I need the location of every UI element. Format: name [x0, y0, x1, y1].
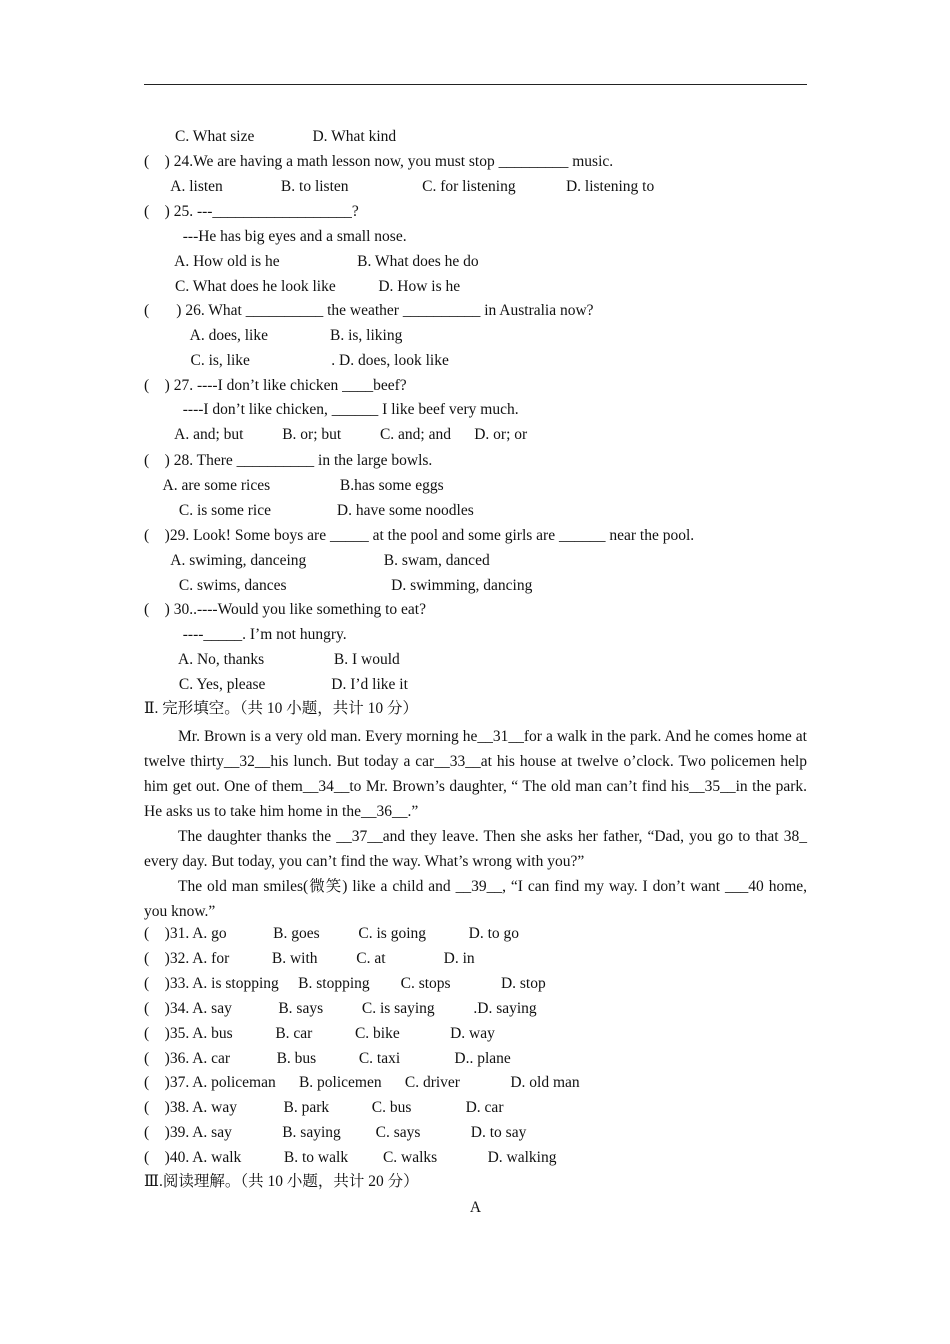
q28-stem: ( ) 28. There __________ in the large bowls.: [144, 452, 433, 469]
q29-options-2: C. swims, dances D. swimming, dancing: [144, 577, 533, 594]
q27-options: A. and; but B. or; but C. and; and D. or; or: [144, 426, 528, 443]
q26-stem: ( ) 26. What __________ the weather __________ in Australia now?: [144, 302, 594, 319]
q24-stem: ( ) 24.We are having a math lesson now, you must stop _________ music.: [144, 153, 614, 170]
q25-stem: ( ) 25. ---__________________?: [144, 203, 359, 220]
q30-answer: ----_____. I’m not hungry.: [144, 626, 347, 643]
q30-stem: ( ) 30..----Would you like something to eat?: [144, 601, 426, 618]
cloze-paragraph-3: The old man smiles(微笑) like a child and __39__, “I can find my way. I don’t want ___40 home, you know.”: [144, 878, 807, 920]
q30-options-2: C. Yes, please D. I’d like it: [144, 676, 408, 693]
cloze-item-35: ( )35. A. bus B. car C. bike D. way: [144, 1025, 495, 1042]
q27-stem: ( ) 27. ----I don’t like chicken ____beef?: [144, 377, 407, 394]
q26-options-1: A. does, like B. is, liking: [144, 327, 403, 344]
cloze-paragraph-1: Mr. Brown is a very old man. Every morning he__31__for a walk in the park. And he comes home at twelve thirty__32__his lunch. But today a car__33__at his house at twelve o’clock. Two policemen help him get out. One of them__34__to Mr. Brown’s daughter, “ The old man can’t find his__35__in the park. He asks us to take him home in the__36__.”: [144, 728, 807, 820]
q30-options-1: A. No, thanks B. I would: [144, 651, 400, 668]
section-2-title: Ⅱ. 完形填空。（共 10 小题，共计 10 分）: [144, 700, 419, 717]
q29-stem: ( )29. Look! Some boys are _____ at the pool and some girls are ______ near the pool.: [144, 527, 695, 544]
q26-options-2: C. is, like . D. does, look like: [144, 352, 449, 369]
q25-answer: ---He has big eyes and a small nose.: [144, 228, 407, 245]
q28-options-2: C. is some rice D. have some noodles: [144, 502, 474, 519]
q23-options: C. What size D. What kind: [144, 128, 397, 145]
cloze-item-38: ( )38. A. way B. park C. bus D. car: [144, 1099, 504, 1116]
cloze-item-37: ( )37. A. policeman B. policemen C. driver D. old man: [144, 1074, 580, 1091]
cloze-item-34: ( )34. A. say B. says C. is saying .D. saying: [144, 1000, 537, 1017]
cloze-item-36: ( )36. A. car B. bus C. taxi D.. plane: [144, 1050, 511, 1067]
cloze-paragraph-2: The daughter thanks the __37__and they leave. Then she asks her father, “Dad, you go to that 38_ every day. But today, you can’t find the way. What’s wrong with you?”: [144, 828, 807, 870]
cloze-item-33: ( )33. A. is stopping B. stopping C. stops D. stop: [144, 975, 546, 992]
cloze-item-40: ( )40. A. walk B. to walk C. walks D. walking: [144, 1149, 557, 1166]
cloze-item-32: ( )32. A. for B. with C. at D. in: [144, 950, 475, 967]
q29-options-1: A. swiming, danceing B. swam, danced: [144, 552, 490, 569]
q27-answer: ----I don’t like chicken, ______ I like beef very much.: [144, 401, 519, 418]
q25-options-2: C. What does he look like D. How is he: [144, 278, 461, 295]
passage-label: A: [469, 1199, 482, 1216]
header-rule: [144, 84, 807, 85]
cloze-item-31: ( )31. A. go B. goes C. is going D. to go: [144, 925, 520, 942]
q28-options-1: A. are some rices B.has some eggs: [144, 477, 444, 494]
cloze-item-39: ( )39. A. say B. saying C. says D. to say: [144, 1124, 527, 1141]
q25-options-1: A. How old is he B. What does he do: [144, 253, 479, 270]
section-3-title: Ⅲ.阅读理解。（共 10 小题，共计 20 分）: [144, 1173, 419, 1190]
q24-options: A. listen B. to listen C. for listening D. listening to: [144, 178, 655, 195]
